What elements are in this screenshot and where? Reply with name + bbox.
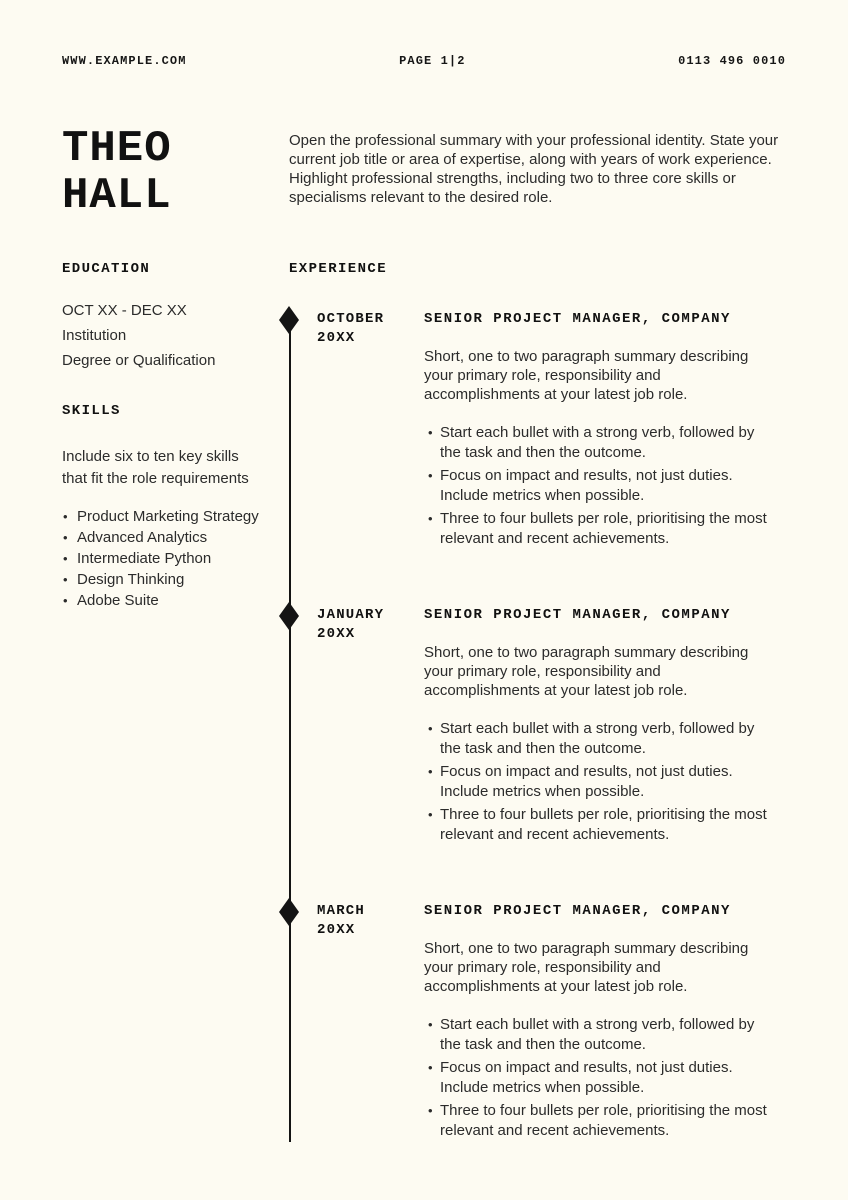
entry-date-year: 20XX (317, 626, 356, 642)
entry-bullet: • Three to four bullets per role, prioritising the most relevant and recent achievements. (424, 805, 774, 844)
entry-date-year: 20XX (317, 922, 356, 938)
skill-item: • Intermediate Python (62, 548, 272, 569)
experience-entry (317, 902, 786, 1144)
entry-summary: Short, one to two paragraph summary describing your primary role, responsibility and accomplishments at your latest job role. (424, 644, 749, 699)
entry-date (317, 606, 424, 848)
skills-list (62, 506, 272, 611)
experience-heading: EXPERIENCE (289, 261, 388, 277)
entry-bullet: • Three to four bullets per role, prioritising the most relevant and recent achievements. (424, 509, 774, 548)
education-heading: EDUCATION (62, 261, 151, 277)
entry-job-title: SENIOR PROJECT MANAGER, COMPANY (424, 607, 731, 623)
entry-date-month: MARCH (317, 903, 366, 919)
skill-item: • Design Thinking (62, 569, 272, 590)
entry-date-month: OCTOBER (317, 311, 385, 327)
entry-date-year: 20XX (317, 330, 356, 346)
skills-intro: Include six to ten key skills that fit the role requirements (62, 448, 249, 487)
education-degree: Degree or Qualification (62, 352, 216, 369)
entry-summary: Short, one to two paragraph summary describing your primary role, responsibility and accomplishments at your latest job role. (424, 348, 749, 403)
experience-entry (317, 606, 786, 848)
entry-job-title: SENIOR PROJECT MANAGER, COMPANY (424, 903, 731, 919)
left-column (62, 262, 289, 1144)
entry-bullet: • Focus on impact and results, not just duties. Include metrics when possible. (424, 466, 774, 505)
header-phone: 0113 496 0010 (678, 54, 786, 68)
experience-column (289, 262, 786, 1144)
entry-content (424, 606, 774, 848)
timeline-line (289, 320, 291, 1142)
entry-bullet-list (424, 1015, 774, 1140)
entry-bullet: • Start each bullet with a strong verb, followed by the task and then the outcome. (424, 423, 774, 462)
header-website: WWW.EXAMPLE.COM (62, 54, 187, 68)
entry-date (317, 902, 424, 1144)
skill-item: • Advanced Analytics (62, 527, 272, 548)
education-institution: Institution (62, 327, 127, 344)
professional-summary: Open the professional summary with your professional identity. State your current job title or area of expertise, along with years of work experience. Highlight professional strengths, including two to three core skills or specialisms relevant to the desired role. (289, 132, 779, 206)
education-date-range: OCT XX - DEC XX (62, 302, 187, 319)
skill-item: • Product Marketing Strategy (62, 506, 272, 527)
entry-job-title: SENIOR PROJECT MANAGER, COMPANY (424, 311, 731, 327)
skill-item: • Adobe Suite (62, 590, 272, 611)
skills-heading: SKILLS (62, 403, 121, 419)
entry-date-month: JANUARY (317, 607, 385, 623)
entry-bullet: • Start each bullet with a strong verb, followed by the task and then the outcome. (424, 1015, 774, 1054)
entry-content (424, 310, 774, 552)
entry-bullet-list (424, 423, 774, 548)
skills-section (62, 404, 289, 611)
entry-bullet: • Three to four bullets per role, prioritising the most relevant and recent achievements. (424, 1101, 774, 1140)
entry-date (317, 310, 424, 552)
entry-content (424, 902, 774, 1144)
experience-entry (317, 310, 786, 552)
entry-summary: Short, one to two paragraph summary describing your primary role, responsibility and accomplishments at your latest job role. (424, 940, 749, 995)
candidate-name (62, 126, 289, 220)
candidate-last-name: HALL (62, 171, 172, 221)
main-columns (62, 262, 786, 1144)
intro-row (62, 126, 786, 220)
entry-bullet: • Focus on impact and results, not just duties. Include metrics when possible. (424, 1058, 774, 1097)
education-details (62, 298, 289, 373)
candidate-first-name: THEO (62, 124, 172, 174)
experience-timeline (289, 310, 786, 1144)
entry-bullet: • Focus on impact and results, not just duties. Include metrics when possible. (424, 762, 774, 801)
page-header (62, 54, 786, 68)
education-section (62, 262, 289, 373)
header-page-indicator: PAGE 1|2 (399, 54, 466, 68)
entry-bullet-list (424, 719, 774, 844)
entry-bullet: • Start each bullet with a strong verb, followed by the task and then the outcome. (424, 719, 774, 758)
